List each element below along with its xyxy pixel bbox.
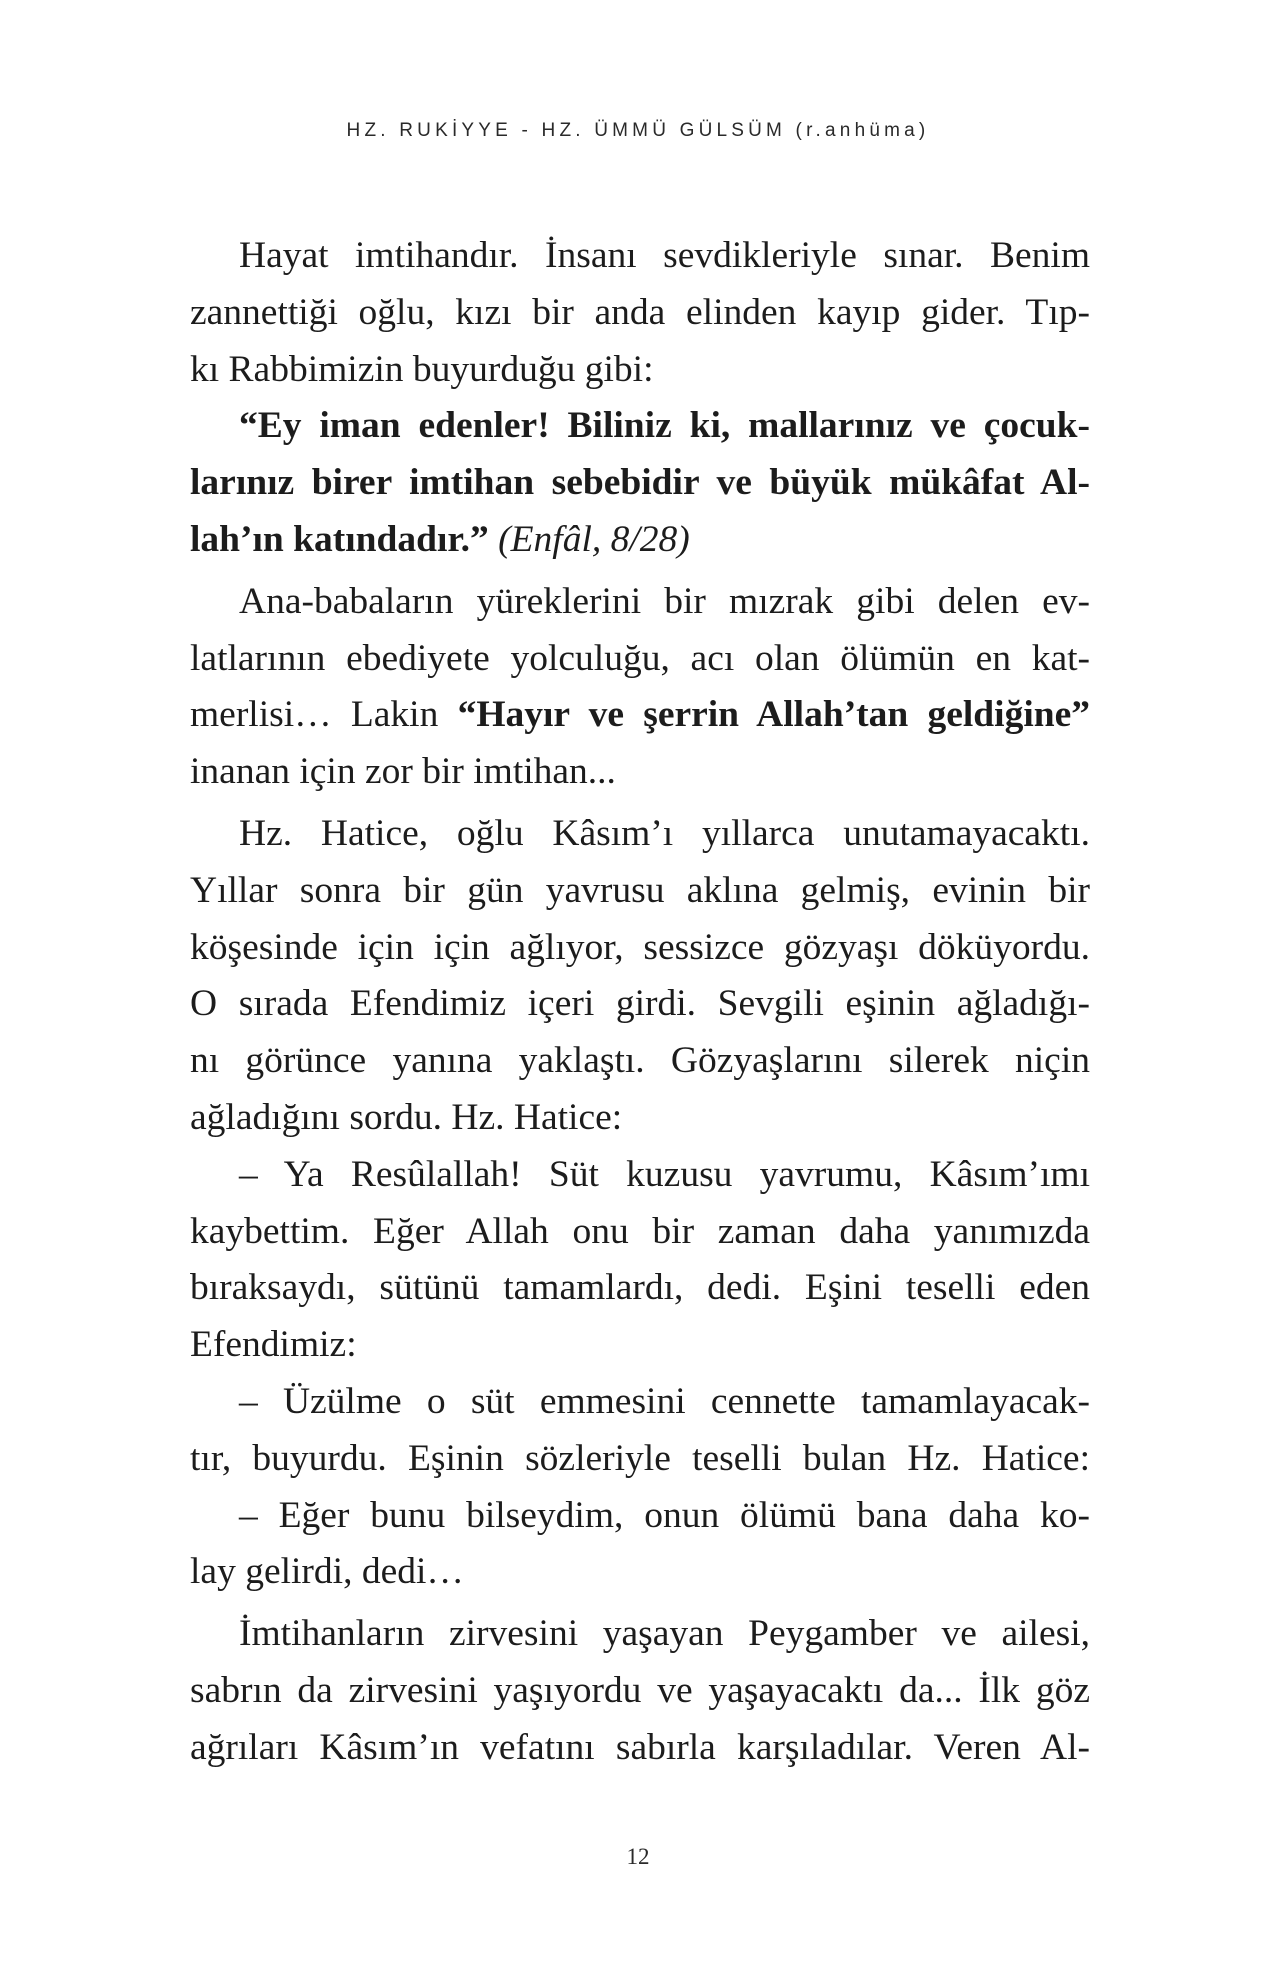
text-line <box>190 1317 1090 1374</box>
text-line <box>190 1720 1090 1777</box>
dialogue-line <box>190 1488 1090 1545</box>
line-text: lay gelirdi, dedi… <box>190 1551 464 1593</box>
line-text: Efendimiz: <box>190 1324 357 1366</box>
text-line <box>190 1090 1090 1147</box>
text-line <box>190 1544 1090 1601</box>
line-text: Hz. Hatice, oğlu Kâsım’ı yıllarca unutamayacaktı. <box>239 812 1090 854</box>
line-text: köşesinde için için ağlıyor, sessizce gözyaşı döküyordu. <box>190 926 1090 968</box>
text-line <box>190 1606 1090 1663</box>
line-text: – Üzülme o süt emmesini cennette tamamlayacak- <box>239 1380 1090 1422</box>
line-text: Yıllar sonra bir gün yavrusu aklına gelmiş, evinin bir <box>190 869 1090 911</box>
text-line <box>190 920 1090 977</box>
running-header: HZ. RUKİYYE - HZ. ÜMMÜ GÜLSÜM (r.anhüma) <box>346 120 930 141</box>
quran-quote-text: larınız birer imtihan sebebidir ve büyük mükâfat Al- <box>190 462 1090 504</box>
line-text: latlarının ebediyete yolculuğu, acı olan ölümün en kat- <box>190 637 1090 679</box>
text-line <box>190 574 1090 631</box>
quran-quote-text: “Ey iman edenler! Biliniz ki, mallarınız ve çocuk- <box>239 405 1090 447</box>
line-text: Ana-babaların yüreklerini bir mızrak gibi delen ev- <box>239 580 1090 622</box>
text-line <box>190 1204 1090 1261</box>
text-line <box>190 228 1090 285</box>
text-line <box>190 631 1090 688</box>
line-text: Hayat imtihandır. İnsanı sevdikleriyle sınar. Benim <box>239 235 1090 276</box>
text-line <box>190 1033 1090 1090</box>
quote-line <box>190 455 1090 512</box>
quote-line <box>190 512 1090 569</box>
text-line <box>190 744 1090 801</box>
line-text: O sırada Efendimiz içeri girdi. Sevgili eşinin ağladığı- <box>190 983 1090 1025</box>
line-text: merlisi… Lakin <box>190 694 458 736</box>
line-text: inanan için zor bir imtihan... <box>190 751 616 793</box>
line-text: zannettiği oğlu, kızı bir anda elinden kayıp gider. Tıp- <box>190 291 1090 333</box>
line-text: – Eğer bunu bilseydim, onun ölümü bana daha ko- <box>239 1494 1090 1536</box>
line-text: nı görünce yanına yaklaştı. Gözyaşlarını silerek niçin <box>190 1040 1090 1082</box>
text-line <box>190 1260 1090 1317</box>
text-line <box>190 687 1090 744</box>
line-text: sabrın da zirvesini yaşıyordu ve yaşayacaktı da... İlk göz <box>190 1669 1090 1711</box>
page-body <box>190 228 1090 1777</box>
emphasis-text: “Hayır ve şerrin Allah’tan geldiğine” <box>457 694 1091 736</box>
line-text: ağladığını sordu. Hz. Hatice: <box>190 1096 623 1138</box>
dialogue-line <box>190 1147 1090 1204</box>
text-line <box>190 806 1090 863</box>
line-text: – Ya Resûlallah! Süt kuzusu yavrumu, Kâsım’ımı <box>239 1153 1090 1195</box>
text-line <box>190 863 1090 920</box>
dialogue-line <box>190 1374 1090 1431</box>
text-line <box>190 342 1090 399</box>
text-line <box>190 976 1090 1033</box>
text-line <box>190 1431 1090 1488</box>
line-text: İmtihanların zirvesini yaşayan Peygamber ve ailesi, <box>239 1613 1090 1655</box>
line-text: ağrıları Kâsım’ın vefatını sabırla karşıladılar. Veren Al- <box>190 1726 1090 1768</box>
text-line <box>190 1663 1090 1720</box>
line-text: kı Rabbimizin buyurduğu gibi: <box>190 348 654 390</box>
page-number: 12 <box>626 1844 650 1869</box>
line-text: kaybettim. Eğer Allah onu bir zaman daha yanımızda <box>190 1210 1090 1252</box>
line-text: tır, buyurdu. Eşinin sözleriyle teselli bulan Hz. Hatice: <box>190 1437 1090 1479</box>
quote-citation: (Enfâl, 8/28) <box>498 518 690 560</box>
quran-quote-text: lah’ın katındadır.” <box>190 518 489 560</box>
quote-line <box>190 398 1090 455</box>
text-line <box>190 285 1090 342</box>
line-text: bıraksaydı, sütünü tamamlardı, dedi. Eşini teselli eden <box>190 1267 1090 1309</box>
